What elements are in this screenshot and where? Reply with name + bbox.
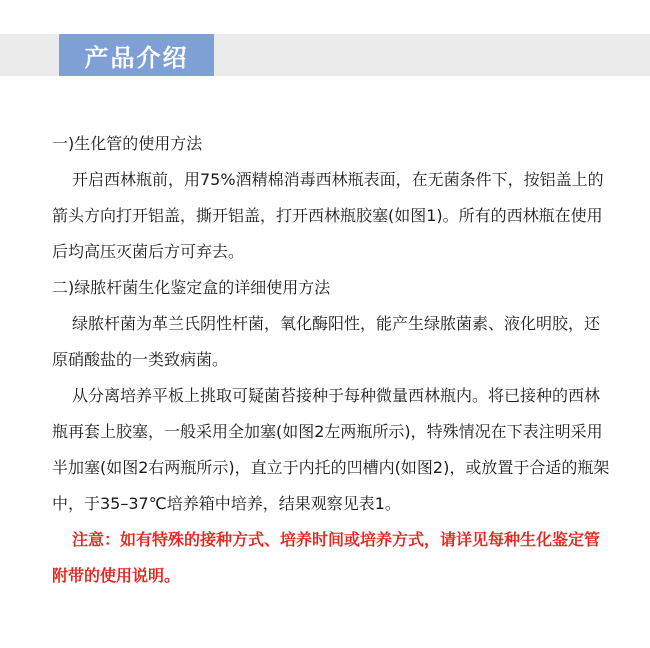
section2-paragraph-1: 绿脓杆菌为革兰氏阴性杆菌，氧化酶阳性，能产生绿脓菌素、液化明胶，还原硝酸盐的一类致病菌。 [52,314,601,369]
product-description [52,126,612,594]
section2-heading: 二)绿脓杆菌生化鉴定盒的详细使用方法 [52,278,331,297]
section1-heading: 一)生化管的使用方法 [52,134,203,153]
section1-paragraph: 开启西林瓶前，用75%酒精棉消毒西林瓶表面，在无菌条件下，按铝盖上的箭头方向打开铝盖，撕开铝盖，打开西林瓶胶塞(如图1)。所有的西林瓶在使用后均高压灭菌后方可弃去。 [52,170,604,261]
section2-paragraph-2: 从分离培养平板上挑取可疑菌苔接种于每种微量西林瓶内。将已接种的西林瓶再套上胶塞，一般采用全加塞(如图2左两瓶所示)，特殊情况在下表注明采用半加塞(如图2右两瓶所示)，直立于内托的凹槽内(如图2)，或放置于合适的瓶架中，于35–37℃培养箱中培养，结果观察见表1。 [52,386,610,513]
section-title-tab [59,34,214,76]
section-title: 产品介绍 [84,43,189,72]
usage-note: 注意：如有特殊的接种方式、培养时间或培养方式，请详见每种生化鉴定管附带的使用说明。 [52,530,601,585]
